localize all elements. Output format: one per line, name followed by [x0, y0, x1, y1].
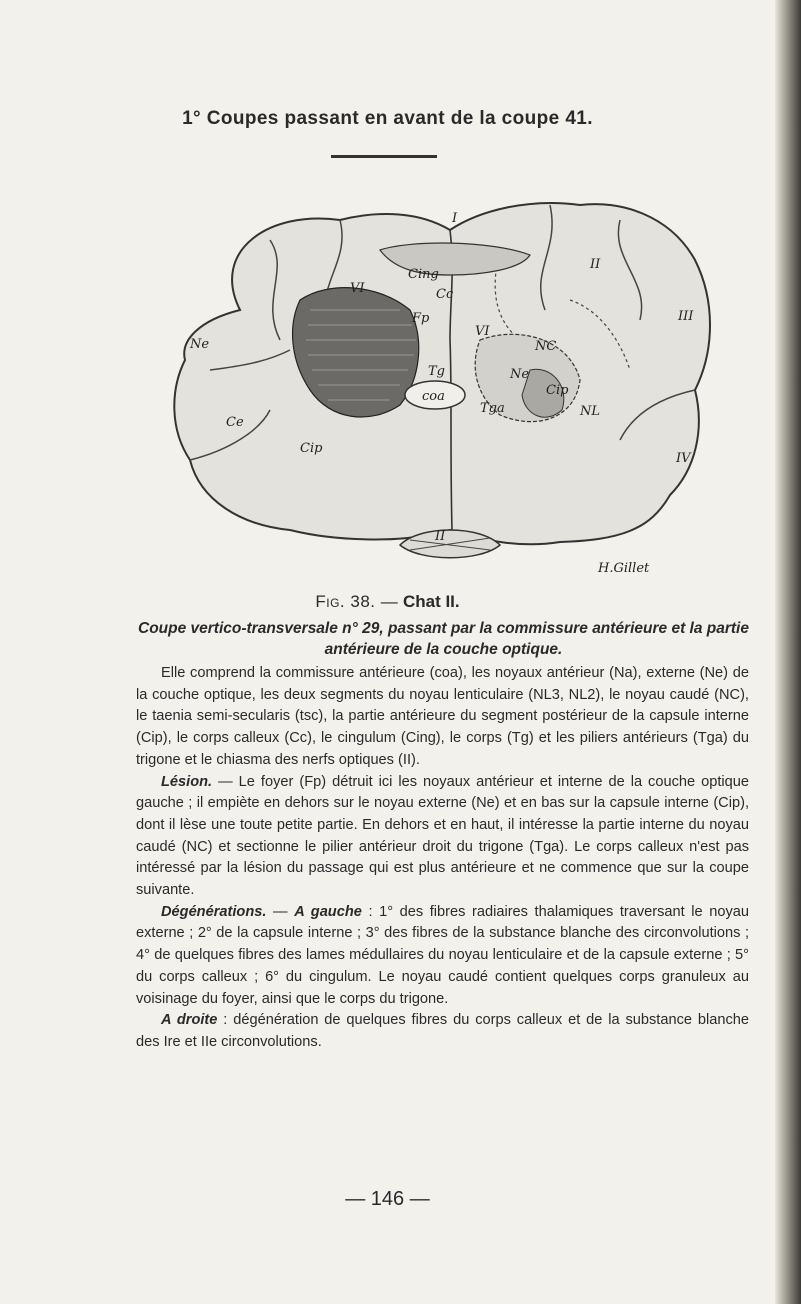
figure-subtitle: [136, 618, 751, 660]
label-VI-right: VI: [475, 324, 490, 339]
label-Ne-left: Ne: [190, 337, 210, 352]
label-Fp: Fp: [412, 311, 430, 326]
subtitle-number: 29: [362, 620, 380, 637]
label-Cip-right: Cip: [546, 383, 569, 398]
label-I: I: [452, 211, 458, 226]
brain-section-figure: [150, 190, 720, 580]
label-Tg: Tg: [428, 364, 445, 379]
heading-rule: [331, 155, 437, 158]
label-NC: NC: [535, 339, 557, 354]
label-Ce: Ce: [226, 415, 244, 430]
label-III: III: [678, 309, 694, 324]
subtitle-before: Coupe vertico-transversale n°: [138, 620, 358, 637]
degenerations-text: : 1° des fibres radiaires thalamiques traversant le noyau externe ; 2° de la capsule interne ; 3° des fibres de la substance blanche des circonvolutions ; 4° de quelques fibres des lames médullaires du noyau lenticulaire et de la capsule externe ; 5° du corps calleux ; 6° du cingulum. Le noyau caudé contient quelques corps granuleux au voisinage du foyer, ainsi que le corps du trigone.: [136, 903, 749, 1007]
lesion-heading: Lésion.: [161, 773, 213, 790]
body-text: [136, 663, 749, 1054]
label-Tga: Tga: [480, 401, 505, 416]
label-NL: NL: [580, 404, 601, 419]
left-side-heading: A gauche: [294, 903, 362, 920]
paragraph-lesion: [136, 772, 749, 902]
label-coa: coa: [422, 389, 445, 404]
figure-caption: [0, 592, 775, 612]
label-VI-left: VI: [350, 281, 365, 296]
page-edge-shadow: [775, 0, 801, 1304]
paragraph-degenerations: Dégénérations. — A gauche : 1° des fibres radiaires thalamiques traversant le noyau externe ; 2° de la capsule interne ; 3° des fibres de la substance blanche des circonvolutions ; 4° de quelques fibres des lames médullaires du noyau lenticulaire et de la capsule externe ; 5° du corps calleux ; 6° du cingulum. Le noyau caudé contient quelques corps granuleux au voisinage du foyer, ainsi que le corps du trigone.: [136, 903, 749, 1007]
paragraph-description: Elle comprend la commissure antérieure (coa), les noyaux antérieur (Na), externe (Ne) de la couche optique, les deux segments du noyau lenticulaire (NL3, NL2), le noyau caudé (NC), le taenia semi-secularis (tsc), la partie antérieure du segment postérieur de la capsule interne (Cip), le corps calleux (Cc), le cingulum (Cing), le corps (Tg) et les piliers antérieurs (Tga) du trigone et le chiasma des nerfs optiques (II).: [136, 665, 749, 768]
artist-signature: H.Gillet: [598, 561, 650, 576]
label-Ne-right: Ne: [510, 367, 530, 382]
figure-number: Fig. 38. —: [315, 592, 399, 611]
section-heading: 1° Coupes passant en avant de la coupe 41.: [182, 108, 593, 129]
paragraph-right: [136, 1010, 749, 1053]
right-side-heading: A droite: [161, 1012, 218, 1029]
label-Cip-left: Cip: [300, 441, 323, 456]
label-Cing: Cing: [408, 267, 439, 282]
label-IV: IV: [676, 451, 691, 466]
right-side-text: : dégénération de quelques fibres du corps calleux et de la substance blanche des Ire et IIe circonvolutions.: [136, 1012, 749, 1050]
label-Cc: Cc: [436, 287, 454, 302]
label-II-chiasma: II: [435, 529, 446, 544]
subtitle-after: , passant par la commissure antérieure et la partie antérieure de la couche optique.: [324, 620, 749, 658]
figure-title: Chat II.: [402, 592, 460, 611]
degenerations-heading: Dégénérations.: [161, 903, 267, 920]
label-II-top: II: [590, 257, 601, 272]
page-number: — 146 —: [345, 1188, 430, 1210]
lesion-text: — Le foyer (Fp) détruit ici les noyaux antérieur et interne de la couche optique gauche ; il empiète en dehors sur le noyau externe (Ne) et en bas sur la capsule interne (Cip), dont il lèse une toute petite partie. En dehors et en haut, il intéresse la partie interne du noyau caudé (NC) et sectionne le pilier antérieur droit du trigone (Tga). Le corps calleux n'est pas intéressé par la lésion du passage qui est plus antérieure et ne commence que sur la coupe suivante.: [136, 773, 749, 899]
